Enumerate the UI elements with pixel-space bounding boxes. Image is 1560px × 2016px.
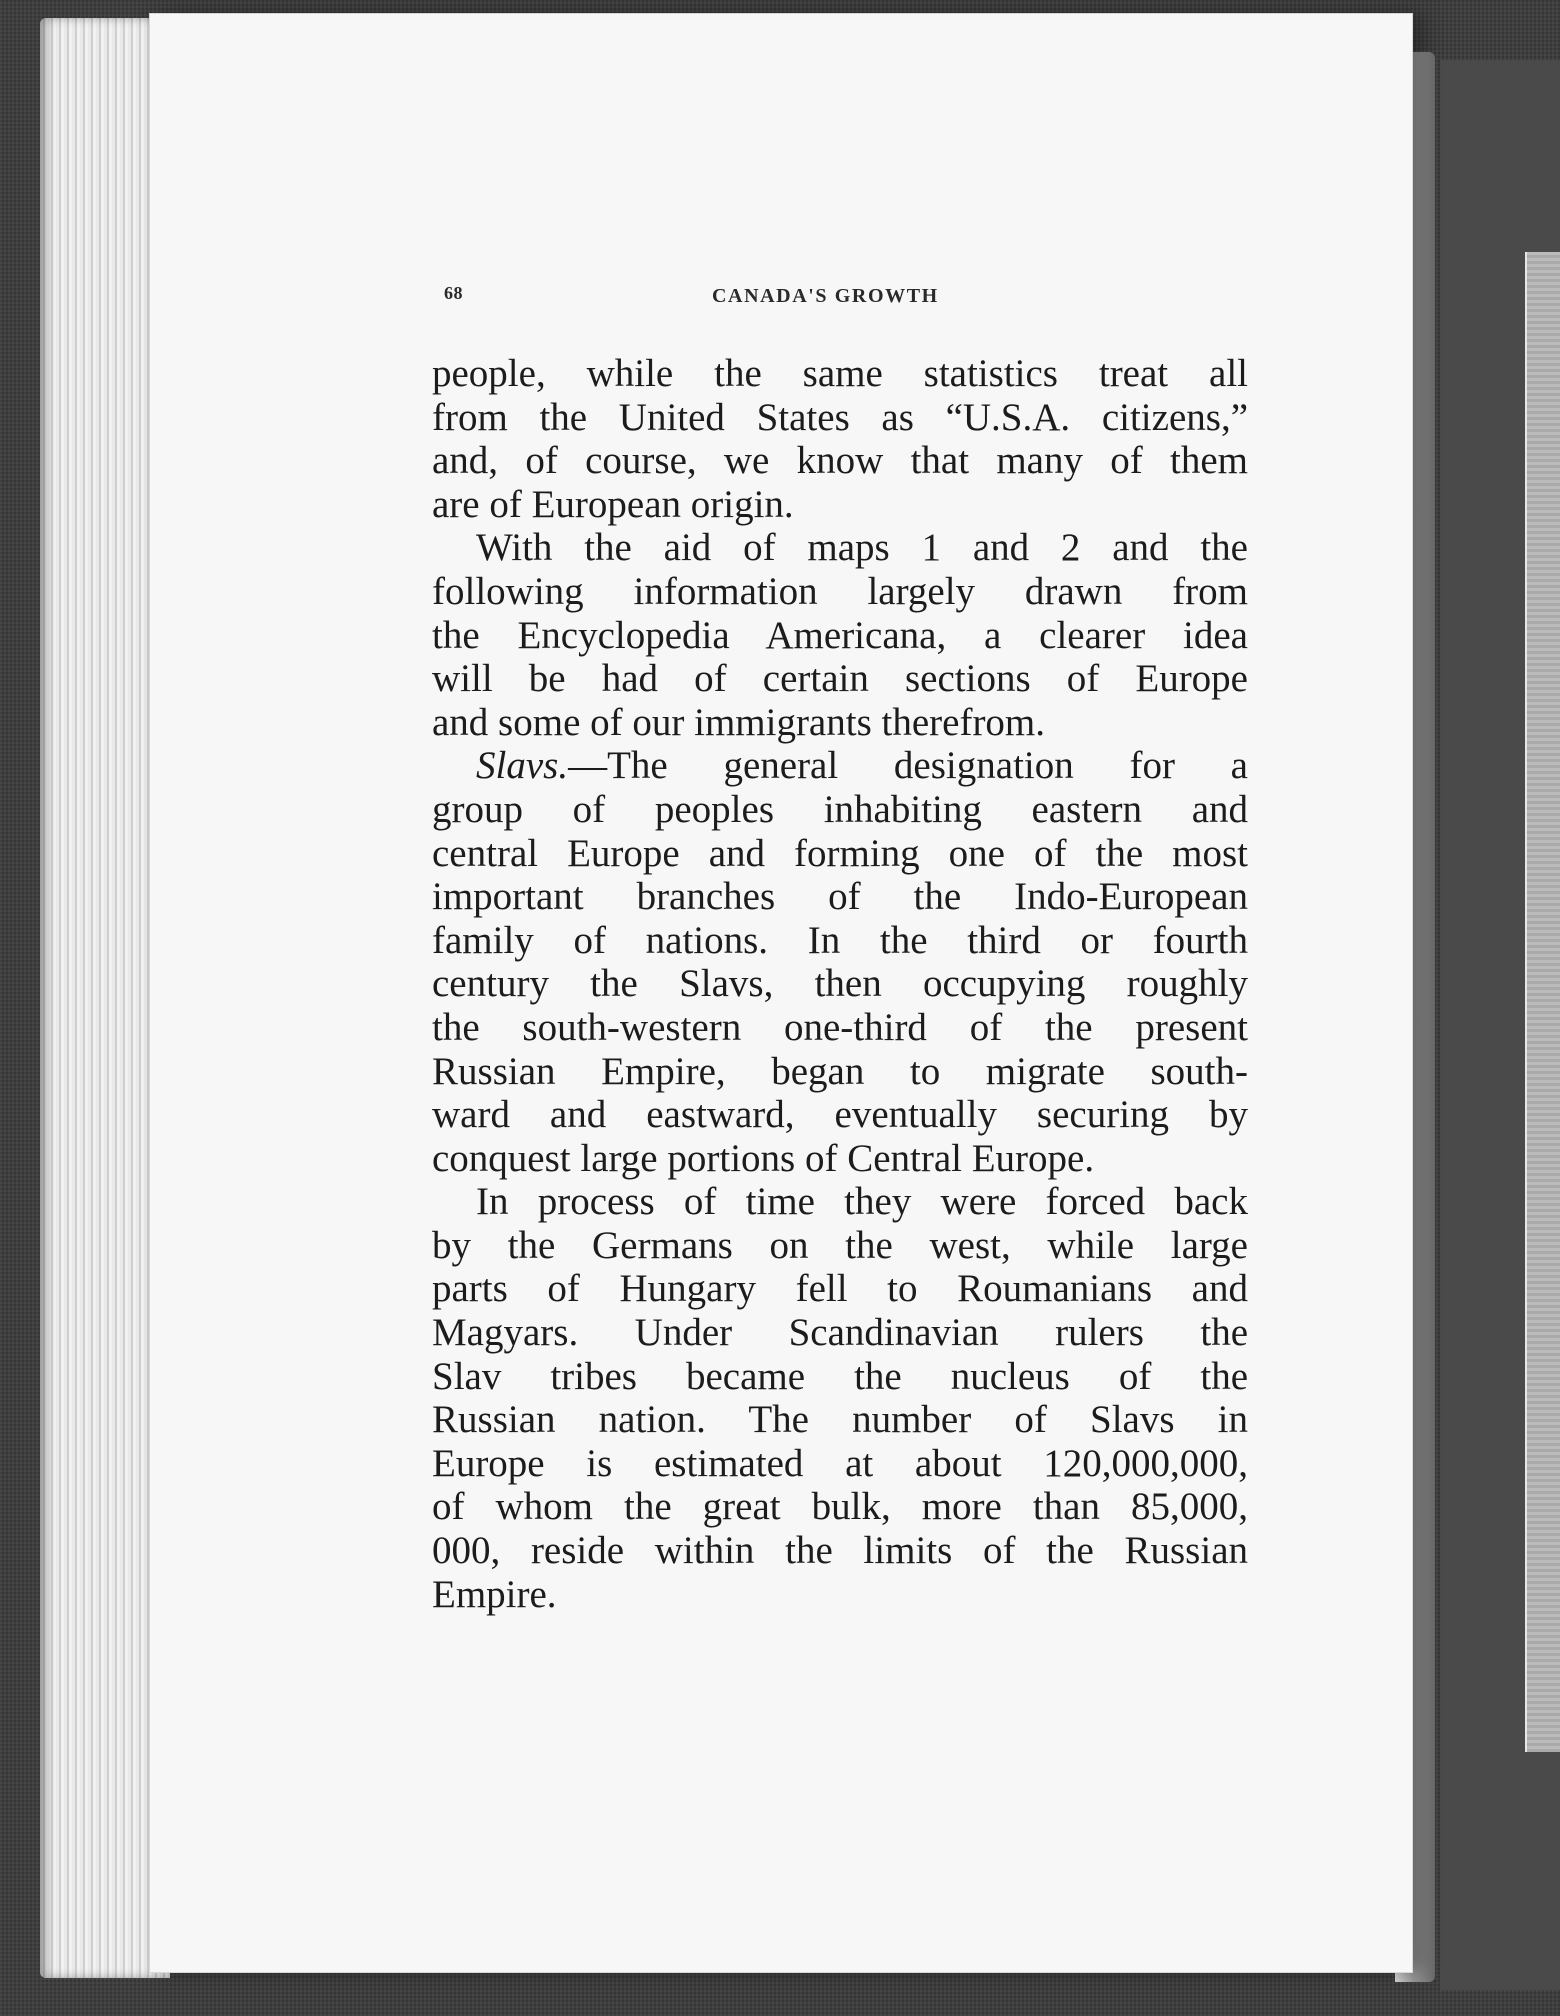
text-line: the Encyclopedia Americana, a clearer idea <box>432 613 1248 657</box>
run-in-heading: Slavs. <box>476 744 569 788</box>
text-line: and, of course, we know that many of them <box>432 439 1248 483</box>
text-line: Europe is estimated at about 120,000,000, <box>432 1441 1248 1485</box>
text-line: conquest large portions of Central Europe. <box>432 1136 1095 1180</box>
text-line: 000, reside within the limits of the Russian <box>432 1529 1248 1573</box>
text-line: important branches of the Indo-European <box>432 875 1248 919</box>
text-line: group of peoples inhabiting eastern and <box>432 787 1248 831</box>
text-line: family of nations. In the third or fourth <box>432 918 1248 962</box>
text-line: Magyars. Under Scandinavian rulers the <box>432 1311 1248 1355</box>
text-line: from the United States as “U.S.A. citizens,” <box>432 395 1248 439</box>
text-line: ward and eastward, eventually securing by <box>432 1093 1248 1137</box>
text-line-with-heading <box>432 744 1248 788</box>
text-line: Russian nation. The number of Slavs in <box>432 1398 1248 1442</box>
text-line: century the Slavs, then occupying roughly <box>432 962 1248 1006</box>
body-text <box>432 352 1248 1616</box>
text-line: and some of our immigrants therefrom. <box>432 700 1046 744</box>
text-line: parts of Hungary fell to Roumanians and <box>432 1267 1248 1311</box>
text-line: by the Germans on the west, while large <box>432 1223 1248 1267</box>
text-line: people, while the same statistics treat all <box>432 352 1248 395</box>
text-line: Russian Empire, began to migrate south- <box>432 1049 1248 1093</box>
text-line: In process of time they were forced back <box>476 1180 1248 1224</box>
text-line: are of European origin. <box>432 482 794 526</box>
running-title: CANADA'S GROWTH <box>712 285 939 307</box>
text-line: will be had of certain sections of Europe <box>432 657 1248 701</box>
text-line: following information largely drawn from <box>432 569 1248 613</box>
facing-plate-edge <box>1525 252 1560 1752</box>
text-line: of whom the great bulk, more than 85,000, <box>432 1485 1248 1529</box>
text-line: the south-western one-third of the present <box>432 1005 1248 1049</box>
text-line: Slav tribes became the nucleus of the <box>432 1354 1248 1398</box>
text-line: Empire. <box>432 1572 557 1616</box>
page-number: 68 <box>444 283 463 303</box>
text-line-rest: —The general designation for a <box>568 744 1248 788</box>
running-head <box>444 283 992 313</box>
text-line: With the aid of maps 1 and 2 and the <box>476 526 1248 570</box>
text-line: central Europe and forming one of the most <box>432 831 1248 875</box>
